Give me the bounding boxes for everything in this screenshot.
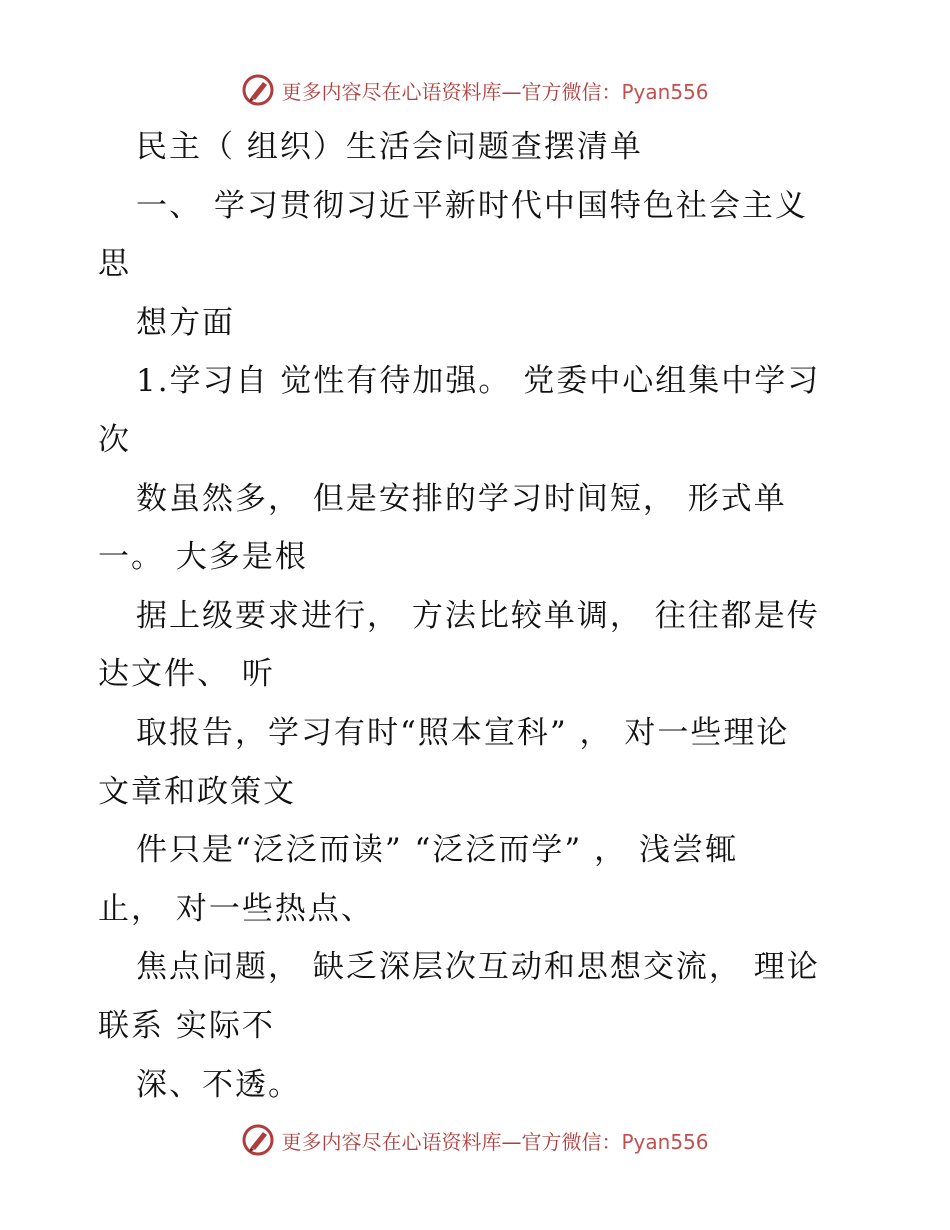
text-line: 止， 对一些热点、 <box>98 890 374 927</box>
text-line: 数虽然多， 但是安排的学习时间短， 形式单 <box>136 480 787 517</box>
text-line: 1.学习自 觉性有待加强。 党委中心组集中学习 <box>136 363 821 400</box>
wechat-id: Pyan556 <box>621 1129 709 1154</box>
text-line: 思 <box>98 246 131 283</box>
text-line: 据上级要求进行， 方法比较单调， 往往都是传 <box>136 597 820 634</box>
text-line: 文章和政策文 <box>98 773 296 810</box>
text-line: 取报告，学习有时“照本宣科” ， 对一些理论 <box>136 714 790 751</box>
header-watermark <box>0 70 950 110</box>
footer-watermark <box>0 1120 950 1160</box>
text-line: 件只是“泛泛而读” “泛泛而学” ， 浅尝辄 <box>136 832 738 869</box>
document-body <box>98 118 858 1114</box>
text-line: 一、 学习贯彻习近平新时代中国特色社会主义 <box>136 187 808 224</box>
text-line: 次 <box>98 421 131 458</box>
text-line: 深、不透。 <box>136 1066 301 1103</box>
pen-logo-icon <box>241 73 275 107</box>
watermark-text: 更多内容尽在心语资料库—官方微信：Pyan556 <box>281 1129 709 1154</box>
text-line: 想方面 <box>136 304 235 341</box>
text-line: 达文件、 听 <box>98 656 275 693</box>
text-line: 焦点问题， 缺乏深层次互动和思想交流， 理论 <box>136 949 820 986</box>
watermark-text: 更多内容尽在心语资料库—官方微信：Pyan556 <box>281 79 709 104</box>
text-line: 一。 大多是根 <box>98 539 308 576</box>
text-line: 联系 实际不 <box>98 1007 275 1044</box>
wechat-id: Pyan556 <box>621 79 709 104</box>
pen-logo-icon <box>241 1123 275 1157</box>
text-line: 民主（ 组织）生活会问题查摆清单 <box>136 129 643 165</box>
